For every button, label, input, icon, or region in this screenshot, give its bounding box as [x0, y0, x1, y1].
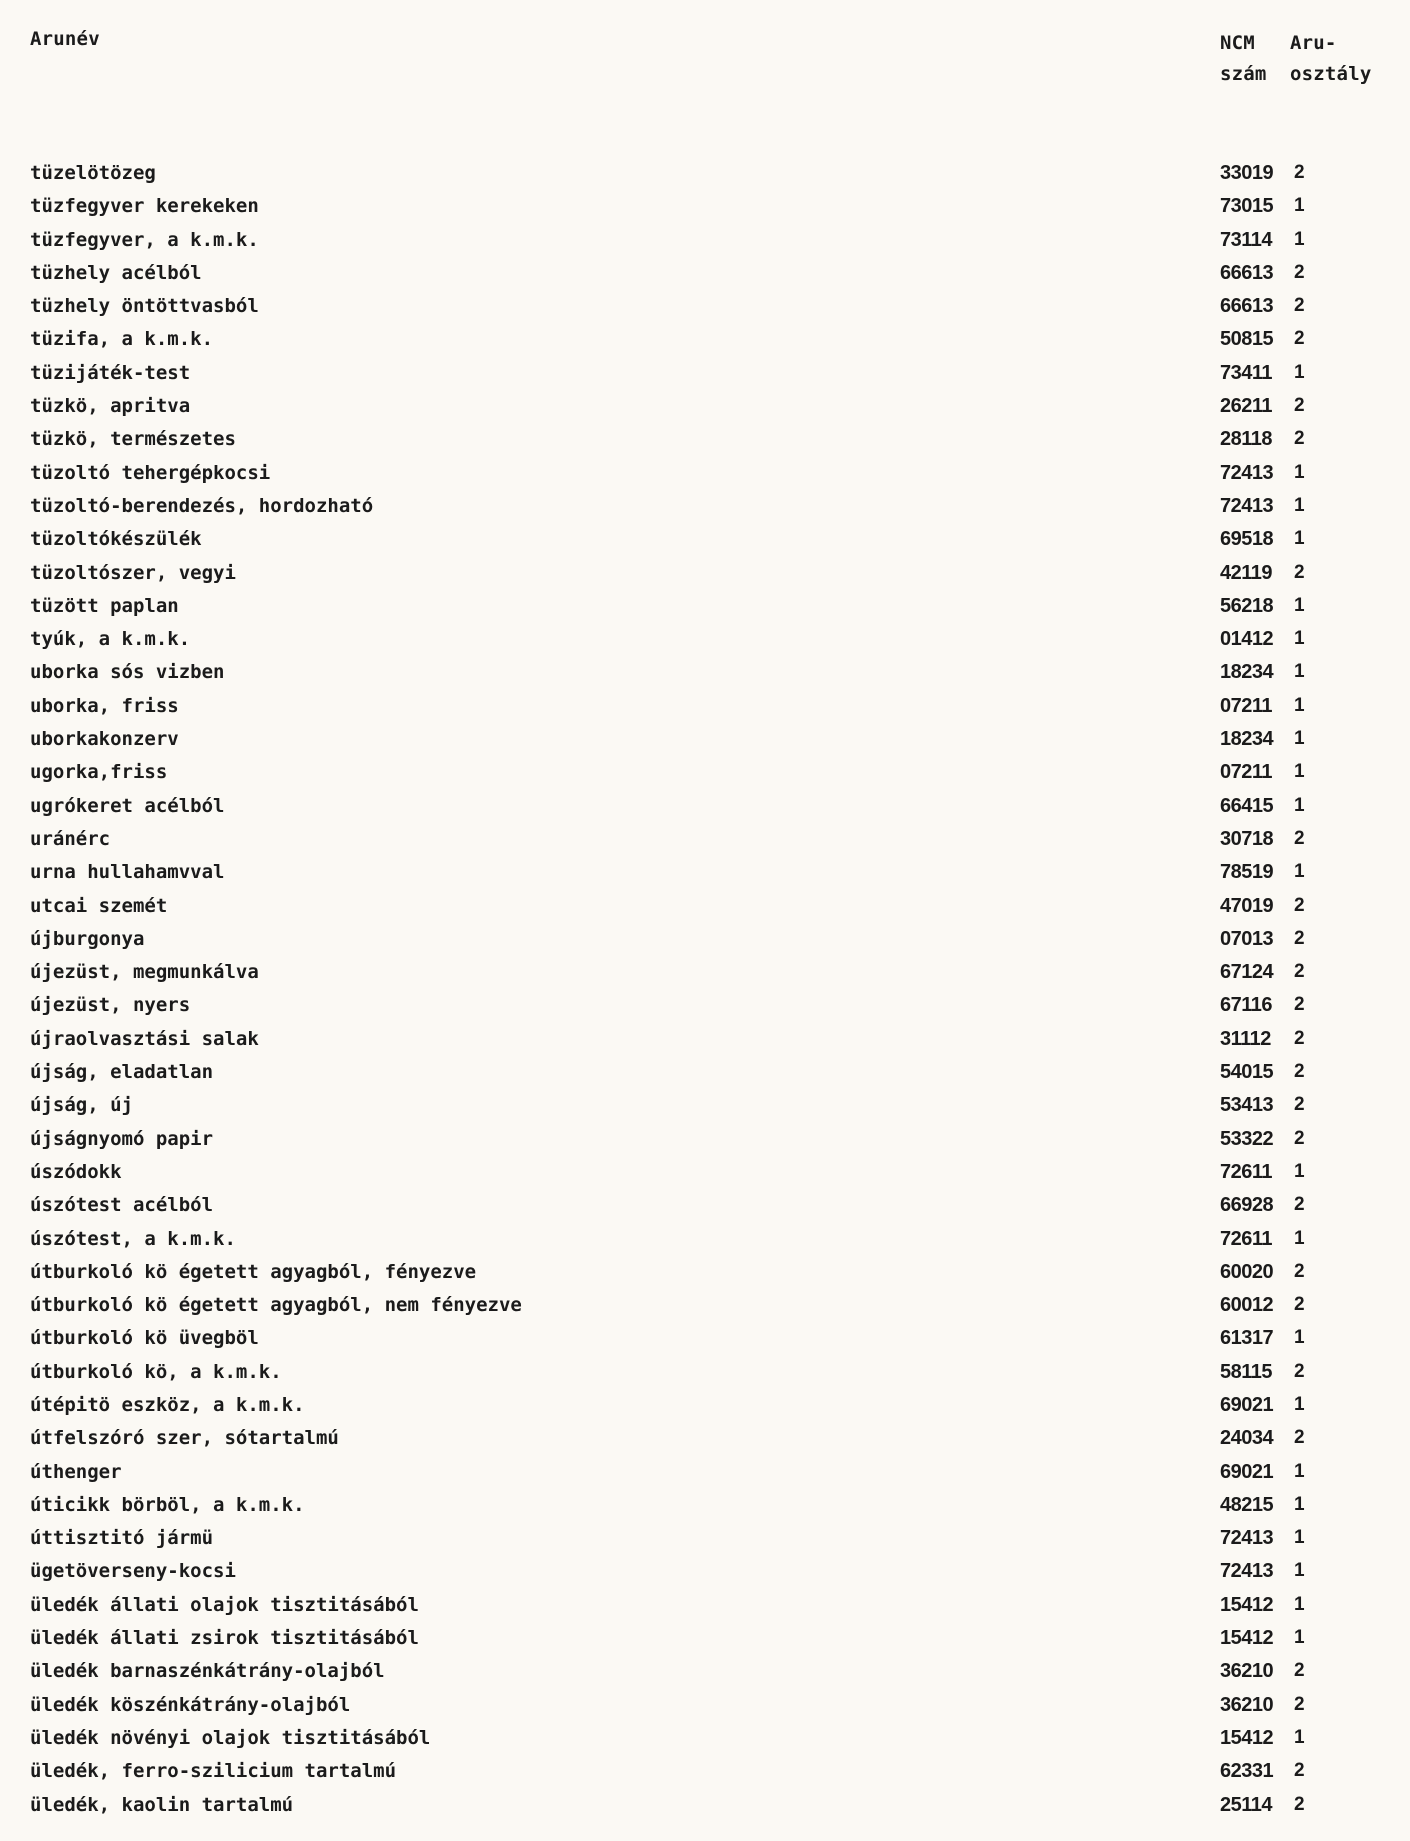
item-class: 1: [1294, 694, 1305, 716]
item-name: úszótest acélból: [30, 1194, 214, 1217]
item-class: 2: [1294, 561, 1305, 583]
list-item: [0, 528, 1410, 561]
list-item: [0, 1028, 1410, 1061]
list-item: [0, 1161, 1410, 1194]
item-ncm-code: 07211: [1220, 761, 1273, 784]
column-header-class: [1290, 28, 1371, 90]
item-class: 1: [1294, 1160, 1305, 1182]
item-name: ugrókeret acélból: [30, 794, 225, 817]
item-ncm-code: 58115: [1220, 1360, 1273, 1383]
item-ncm-code: 60012: [1220, 1294, 1274, 1317]
list-item: [0, 162, 1410, 195]
list-item: [0, 1794, 1410, 1827]
item-class: 2: [1294, 1260, 1305, 1282]
item-class: 1: [1294, 1560, 1305, 1582]
item-ncm-code: 73015: [1220, 195, 1274, 218]
item-class: 2: [1294, 1360, 1305, 1382]
item-ncm-code: 31112: [1220, 1027, 1271, 1050]
item-ncm-code: 24034: [1220, 1427, 1274, 1450]
list-item: [0, 562, 1410, 595]
item-class: 2: [1294, 1793, 1305, 1815]
list-item: [0, 1094, 1410, 1127]
list-item: [0, 1694, 1410, 1727]
item-ncm-code: 54015: [1220, 1061, 1274, 1084]
list-item: [0, 661, 1410, 694]
item-name: tüzfegyver kerekeken: [30, 195, 259, 218]
item-class: 1: [1294, 761, 1305, 783]
item-name: útburkoló kö, a k.m.k.: [30, 1360, 282, 1383]
column-header-ncm-line2: szám: [1220, 63, 1267, 85]
list-item: [0, 1427, 1410, 1460]
item-name: tüzfegyver, a k.m.k.: [30, 228, 259, 251]
column-header-class-line2: osztály: [1290, 63, 1372, 85]
item-ncm-code: 15412: [1220, 1627, 1274, 1650]
item-class: 2: [1294, 1194, 1305, 1216]
item-ncm-code: 36210: [1220, 1693, 1274, 1716]
item-name: üledék, ferro-szilicium tartalmú: [30, 1760, 397, 1783]
item-class: 2: [1294, 395, 1305, 417]
item-class: 2: [1294, 261, 1305, 283]
item-ncm-code: 48215: [1220, 1493, 1274, 1516]
item-class: 1: [1294, 228, 1305, 250]
item-ncm-code: 60020: [1220, 1260, 1274, 1283]
item-ncm-code: 28118: [1220, 428, 1273, 451]
item-name: üledék barnaszénkátrány-olajból: [30, 1660, 385, 1683]
item-class: 1: [1294, 1726, 1305, 1748]
list-item: [0, 395, 1410, 428]
item-ncm-code: 15412: [1220, 1593, 1274, 1616]
item-class: 2: [1294, 994, 1305, 1016]
list-item: [0, 328, 1410, 361]
item-ncm-code: 69518: [1220, 528, 1274, 551]
item-class: 1: [1294, 794, 1305, 816]
item-class: 1: [1294, 1493, 1305, 1515]
item-name: uránérc: [30, 827, 111, 850]
list-item: [0, 628, 1410, 661]
item-ncm-code: 72611: [1220, 1160, 1273, 1183]
list-item: [0, 229, 1410, 262]
item-ncm-code: 30718: [1220, 827, 1274, 850]
item-name: ügetöverseny-kocsi: [30, 1560, 236, 1583]
item-class: 2: [1294, 1027, 1305, 1049]
item-class: 1: [1294, 361, 1305, 383]
item-name: újság, eladatlan: [30, 1061, 214, 1084]
item-ncm-code: 53413: [1220, 1094, 1274, 1117]
item-class: 1: [1294, 528, 1305, 550]
item-ncm-code: 72413: [1220, 1560, 1274, 1583]
item-ncm-code: 72611: [1220, 1227, 1273, 1250]
item-name: uborkakonzerv: [30, 728, 179, 751]
item-ncm-code: 47019: [1220, 894, 1274, 917]
list-item: [0, 1627, 1410, 1660]
item-class: 2: [1294, 894, 1305, 916]
list-item: [0, 1594, 1410, 1627]
item-name: útburkoló kö égetett agyagból, fényezve: [30, 1260, 477, 1283]
item-class: 1: [1294, 1627, 1305, 1649]
item-ncm-code: 42119: [1220, 561, 1273, 584]
list-item: [0, 428, 1410, 461]
item-name: üledék köszénkátrány-olajból: [30, 1693, 351, 1716]
list-item: [0, 1660, 1410, 1693]
list-item: [0, 761, 1410, 794]
column-header-ncm-line1: NCM: [1220, 32, 1255, 54]
item-class: 2: [1294, 1660, 1305, 1682]
list-item: [0, 1361, 1410, 1394]
item-class: 2: [1294, 961, 1305, 983]
list-item: [0, 1294, 1410, 1327]
item-class: 2: [1294, 1094, 1305, 1116]
list-item: [0, 295, 1410, 328]
item-name: újezüst, megmunkálva: [30, 961, 259, 984]
list-item: [0, 1261, 1410, 1294]
item-class: 2: [1294, 428, 1305, 450]
item-class: 1: [1294, 1593, 1305, 1615]
item-class: 1: [1294, 661, 1305, 683]
item-name: utcai szemét: [30, 894, 168, 917]
item-class: 1: [1294, 594, 1305, 616]
item-name: tüzoltókészülék: [30, 528, 202, 551]
item-class: 1: [1294, 1327, 1305, 1349]
list-item: [0, 1727, 1410, 1760]
item-name: ugorka,friss: [30, 761, 168, 784]
list-item: [0, 595, 1410, 628]
item-ncm-code: 25114: [1220, 1793, 1273, 1816]
item-name: újság, új: [30, 1094, 133, 1117]
item-class: 1: [1294, 195, 1305, 217]
column-header-class-line1: Aru-: [1290, 32, 1337, 54]
item-ncm-code: 18234: [1220, 728, 1274, 751]
item-name: tüzoltószer, vegyi: [30, 561, 236, 584]
item-name: tüzoltó-berendezés, hordozható: [30, 494, 374, 517]
item-ncm-code: 72413: [1220, 494, 1274, 517]
list-item: [0, 262, 1410, 295]
item-name: tüzijáték-test: [30, 361, 191, 384]
commodity-list: [0, 162, 1410, 1827]
list-item: [0, 1394, 1410, 1427]
item-class: 1: [1294, 861, 1305, 883]
item-class: 1: [1294, 1227, 1305, 1249]
item-ncm-code: 33019: [1220, 162, 1274, 184]
item-ncm-code: 26211: [1220, 395, 1273, 418]
item-ncm-code: 50815: [1220, 328, 1274, 351]
column-header-name: Arunév: [30, 28, 100, 50]
item-ncm-code: 15412: [1220, 1726, 1274, 1749]
item-class: 2: [1294, 162, 1305, 183]
item-ncm-code: 36210: [1220, 1660, 1274, 1683]
item-name: tüzött paplan: [30, 594, 179, 617]
item-class: 2: [1294, 1760, 1305, 1782]
list-item: [0, 994, 1410, 1027]
item-name: tüzkö, természetes: [30, 428, 236, 451]
item-name: tüzhely acélból: [30, 261, 202, 284]
item-name: úttisztitó jármü: [30, 1527, 214, 1550]
item-class: 2: [1294, 1127, 1305, 1149]
item-class: 2: [1294, 1061, 1305, 1083]
list-item: [0, 1228, 1410, 1261]
item-class: 1: [1294, 1460, 1305, 1482]
item-ncm-code: 73411: [1220, 361, 1273, 384]
item-name: újezüst, nyers: [30, 994, 191, 1017]
item-name: üledék, kaolin tartalmú: [30, 1793, 294, 1816]
item-name: uborka, friss: [30, 694, 179, 717]
list-item: [0, 362, 1410, 395]
item-ncm-code: 72413: [1220, 1527, 1274, 1550]
item-ncm-code: 69021: [1220, 1460, 1274, 1483]
item-name: tüzifa, a k.m.k.: [30, 328, 214, 351]
item-class: 1: [1294, 1393, 1305, 1415]
item-name: útépitö eszköz, a k.m.k.: [30, 1393, 305, 1416]
item-class: 1: [1294, 728, 1305, 750]
item-name: úszótest, a k.m.k.: [30, 1227, 236, 1250]
item-name: uborka sós vizben: [30, 661, 225, 684]
item-ncm-code: 72413: [1220, 461, 1274, 484]
item-ncm-code: 67116: [1220, 994, 1273, 1017]
list-item: [0, 1194, 1410, 1227]
item-ncm-code: 56218: [1220, 594, 1274, 617]
item-class: 2: [1294, 328, 1305, 350]
item-ncm-code: 53322: [1220, 1127, 1274, 1150]
list-item: [0, 1560, 1410, 1593]
column-header-ncm: [1220, 28, 1267, 90]
list-item: [0, 895, 1410, 928]
list-item: [0, 861, 1410, 894]
item-name: tüzelötözeg: [30, 162, 156, 184]
list-item: [0, 1128, 1410, 1161]
item-name: tüzkö, apritva: [30, 395, 191, 418]
item-ncm-code: 78519: [1220, 861, 1274, 884]
item-ncm-code: 61317: [1220, 1327, 1274, 1350]
item-ncm-code: 07211: [1220, 694, 1273, 717]
list-item: [0, 695, 1410, 728]
item-name: úszódokk: [30, 1160, 122, 1183]
item-ncm-code: 73114: [1220, 228, 1273, 251]
item-name: üledék növényi olajok tisztitásából: [30, 1726, 431, 1749]
item-ncm-code: 07013: [1220, 927, 1274, 950]
item-name: újburgonya: [30, 927, 145, 950]
item-name: úthenger: [30, 1460, 122, 1483]
list-item: [0, 928, 1410, 961]
list-item: [0, 795, 1410, 828]
list-item: [0, 1760, 1410, 1793]
item-ncm-code: 01412: [1220, 628, 1274, 651]
item-class: 1: [1294, 494, 1305, 516]
list-item: [0, 462, 1410, 495]
list-item: [0, 728, 1410, 761]
item-class: 1: [1294, 628, 1305, 650]
list-item: [0, 495, 1410, 528]
item-name: útburkoló kö üvegböl: [30, 1327, 259, 1350]
item-name: útfelszóró szer, sótartalmú: [30, 1427, 339, 1450]
item-name: üledék állati olajok tisztitásából: [30, 1593, 419, 1616]
item-class: 2: [1294, 927, 1305, 949]
item-class: 1: [1294, 1527, 1305, 1549]
item-name: tyúk, a k.m.k.: [30, 628, 191, 651]
item-ncm-code: 66928: [1220, 1194, 1274, 1217]
item-name: urna hullahamvval: [30, 861, 225, 884]
item-class: 1: [1294, 461, 1305, 483]
item-name: újraolvasztási salak: [30, 1027, 259, 1050]
item-ncm-code: 69021: [1220, 1393, 1274, 1416]
item-class: 2: [1294, 1427, 1305, 1449]
item-class: 2: [1294, 295, 1305, 317]
item-ncm-code: 62331: [1220, 1760, 1274, 1783]
item-name: tüzoltó tehergépkocsi: [30, 461, 271, 484]
list-item: [0, 1494, 1410, 1527]
item-name: útburkoló kö égetett agyagból, nem fényezve: [30, 1294, 522, 1317]
item-ncm-code: 66613: [1220, 295, 1274, 318]
list-item: [0, 1461, 1410, 1494]
item-ncm-code: 18234: [1220, 661, 1274, 684]
list-item: [0, 1061, 1410, 1094]
list-item: [0, 828, 1410, 861]
list-item: [0, 1327, 1410, 1360]
item-name: üledék állati zsirok tisztitásából: [30, 1627, 419, 1650]
item-class: 2: [1294, 827, 1305, 849]
item-ncm-code: 66415: [1220, 794, 1274, 817]
item-ncm-code: 67124: [1220, 961, 1274, 984]
item-class: 2: [1294, 1294, 1305, 1316]
list-item: [0, 1527, 1410, 1560]
item-class: 2: [1294, 1693, 1305, 1715]
list-item: [0, 961, 1410, 994]
list-item: [0, 195, 1410, 228]
item-name: tüzhely öntöttvasból: [30, 295, 259, 318]
item-name: újságnyomó papir: [30, 1127, 214, 1150]
item-name: úticikk börböl, a k.m.k.: [30, 1493, 305, 1516]
item-ncm-code: 66613: [1220, 261, 1274, 284]
